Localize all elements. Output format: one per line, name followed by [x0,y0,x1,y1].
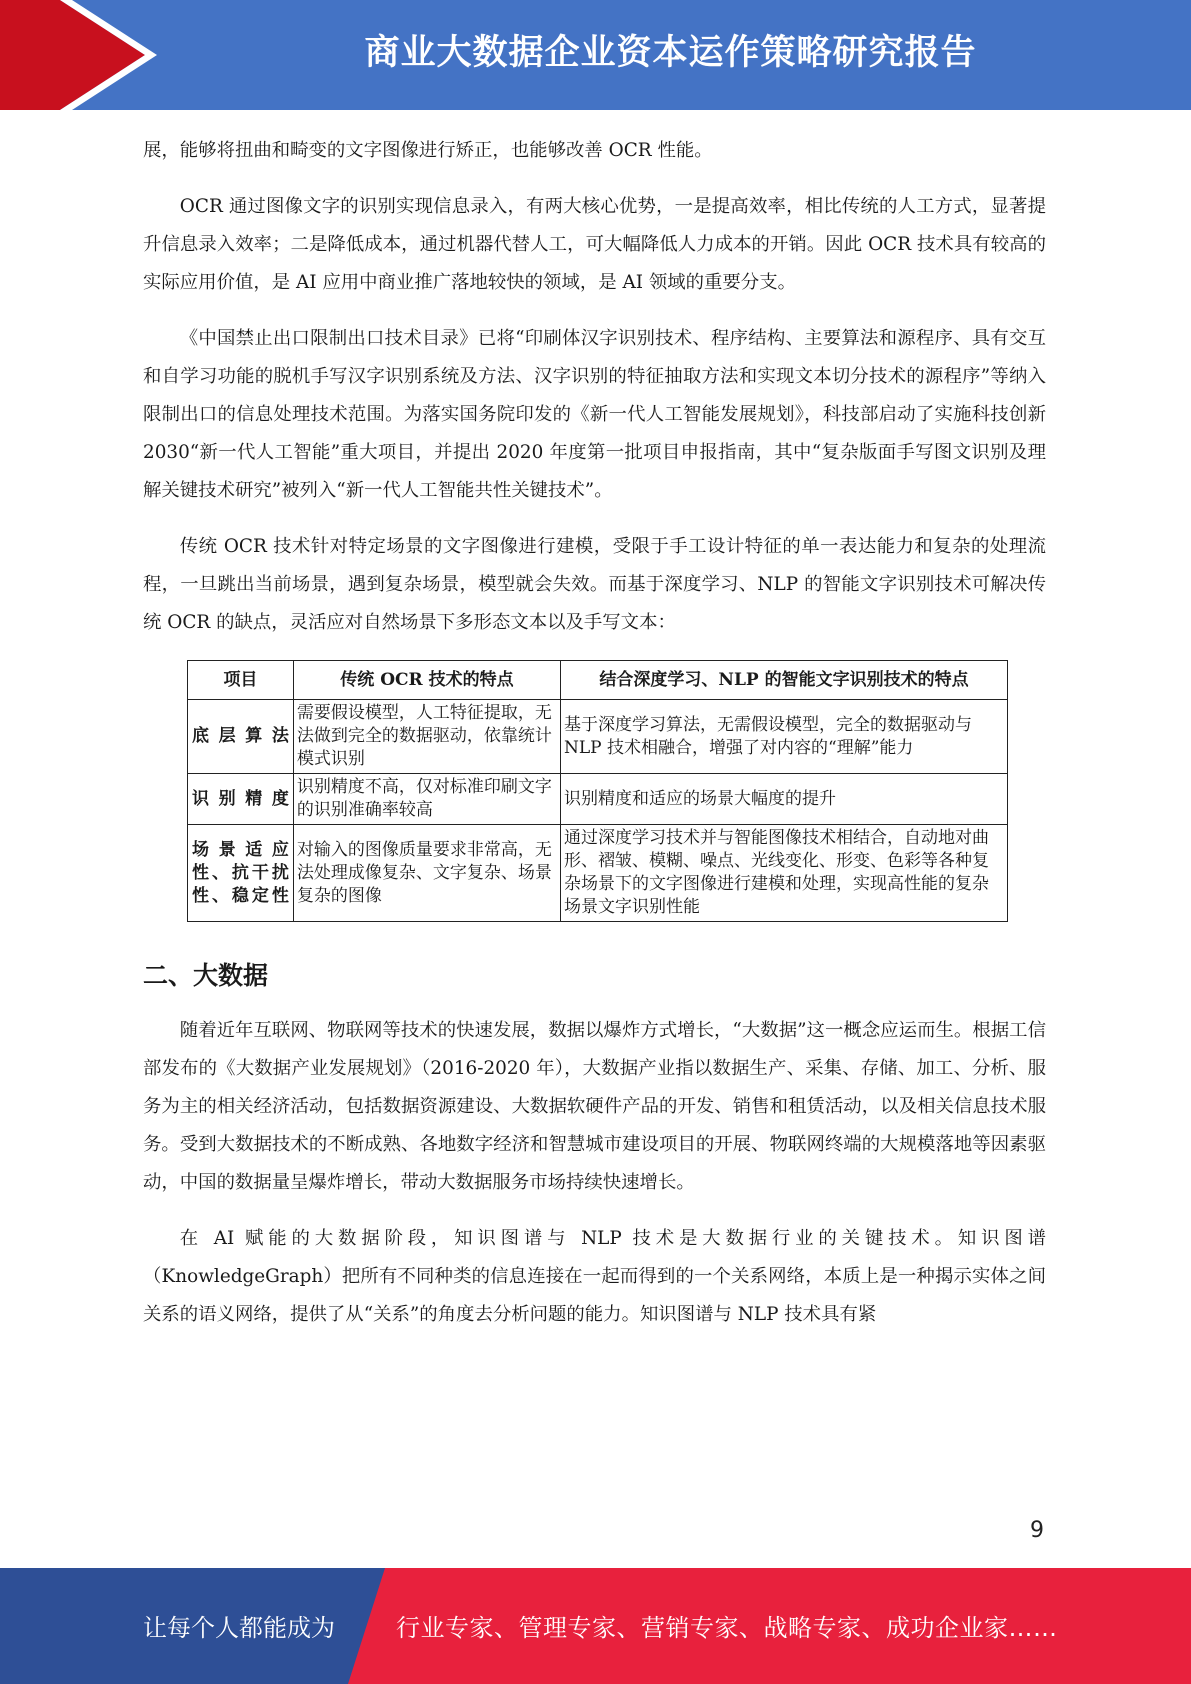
table-header-cell: 结合深度学习、NLP 的智能文字识别技术的特点 [561,661,1008,700]
table-header-cell: 项目 [188,661,294,700]
paragraph: 随着近年互联网、物联网等技术的快速发展，数据以爆炸方式增长，“大数据”这一概念应运而生。根据工信部发布的《大数据产业发展规划》（2016-2020 年），大数据产业指以数据生产、采集、存储、加工、分析、服务为主的相关经济活动，包括数据资源建设、大数据软硬件产品的开发、销售和租赁活动，以及相关信息技术服务。受到大数据技术的不断成熟、各地数字经济和智慧城市建设项目的开展、物联网终端的大规模落地等因素驱动，中国的数据量呈爆炸增长，带动大数据服务市场持续快速增长。 [143,1020,1046,1193]
section-heading: 二、大数据 [143,961,269,990]
table-cell: 需要假设模型，人工特征提取，无法做到完全的数据驱动，依靠统计模式识别 [293,700,560,774]
table-cell: 识别精度不高，仅对标准印刷文字的识别准确率较高 [293,774,560,825]
paragraph: 《中国禁止出口限制出口技术目录》已将“印刷体汉字识别技术、程序结构、主要算法和源程序、具有交互和自学习功能的脱机手写汉字识别系统及方法、汉字识别的特征抽取方法和实现文本切分技术的源程序”等纳入限制出口的信息处理技术范围。为落实国务院印发的《新一代人工智能发展规划》，科技部启动了实施科技创新 2030“新一代人工智能”重大项目，并提出 2020 年度第一批项目申报指南，其中“复杂版面手写图文识别及理解关键技术研究”被列入“新一代人工智能共性关键技术”。 [143,328,1046,501]
table-row [188,700,1008,774]
paragraph: 展，能够将扭曲和畸变的文字图像进行矫正，也能够改善 OCR 性能。 [143,140,713,161]
report-title: 商业大数据企业资本运作策略研究报告 [364,33,977,73]
table-row [188,774,1008,825]
ocr-comparison-table [187,660,1008,922]
table-cell: 识别精度和适应的场景大幅度的提升 [561,774,1008,825]
paragraph: 在 AI 赋能的大数据阶段，知识图谱与 NLP 技术是大数据行业的关键技术。知识图谱（KnowledgeGraph）把所有不同种类的信息连接在一起而得到的一个关系网络，本质上是一种揭示实体之间关系的语义网络，提供了从“关系”的角度去分析问题的能力。知识图谱与 NLP 技术具有紧 [143,1228,1046,1325]
table-cell: 基于深度学习算法，无需假设模型，完全的数据驱动与 NLP 技术相融合，增强了对内容的“理解”能力 [561,700,1008,774]
page-header [0,0,1191,110]
table-cell: 对输入的图像质量要求非常高，无法处理成像复杂、文字复杂、场景复杂的图像 [293,825,560,922]
table-header-row [188,661,1008,700]
header-red-chevron [0,0,145,110]
page-content [143,132,1046,1352]
footer-slogan-right: 行业专家、管理专家、营销专家、战略专家、成功企业家…… [396,1614,1058,1642]
footer-slogan-left: 让每个人都能成为 [143,1614,335,1642]
page-number: 9 [1030,1518,1044,1543]
table-row [188,825,1008,922]
page-footer [0,1568,1191,1684]
paragraph: 传统 OCR 技术针对特定场景的文字图像进行建模，受限于手工设计特征的单一表达能力和复杂的处理流程，一旦跳出当前场景，遇到复杂场景，模型就会失效。而基于深度学习、NLP 的智能文字识别技术可解决传统 OCR 的缺点，灵活应对自然场景下多形态文本以及手写文本： [143,536,1046,633]
paragraph: OCR 通过图像文字的识别实现信息录入，有两大核心优势，一是提高效率，相比传统的人工方式，显著提升信息录入效率；二是降低成本，通过机器代替人工，可大幅降低人力成本的开销。因此 OCR 技术具有较高的实际应用价值，是 AI 应用中商业推广落地较快的领域，是 AI 领域的重要分支。 [143,196,1046,293]
table-row-header: 场景适应性、抗干扰性、稳定性 [188,825,294,922]
table-cell: 通过深度学习技术并与智能图像技术相结合，自动地对曲形、褶皱、模糊、噪点、光线变化、形变、色彩等各种复杂场景下的文字图像进行建模和处理，实现高性能的复杂场景文字识别性能 [561,825,1008,922]
table-row-header: 底层算法 [188,700,294,774]
table-header-cell: 传统 OCR 技术的特点 [293,661,560,700]
table-row-header: 识别精度 [188,774,294,825]
